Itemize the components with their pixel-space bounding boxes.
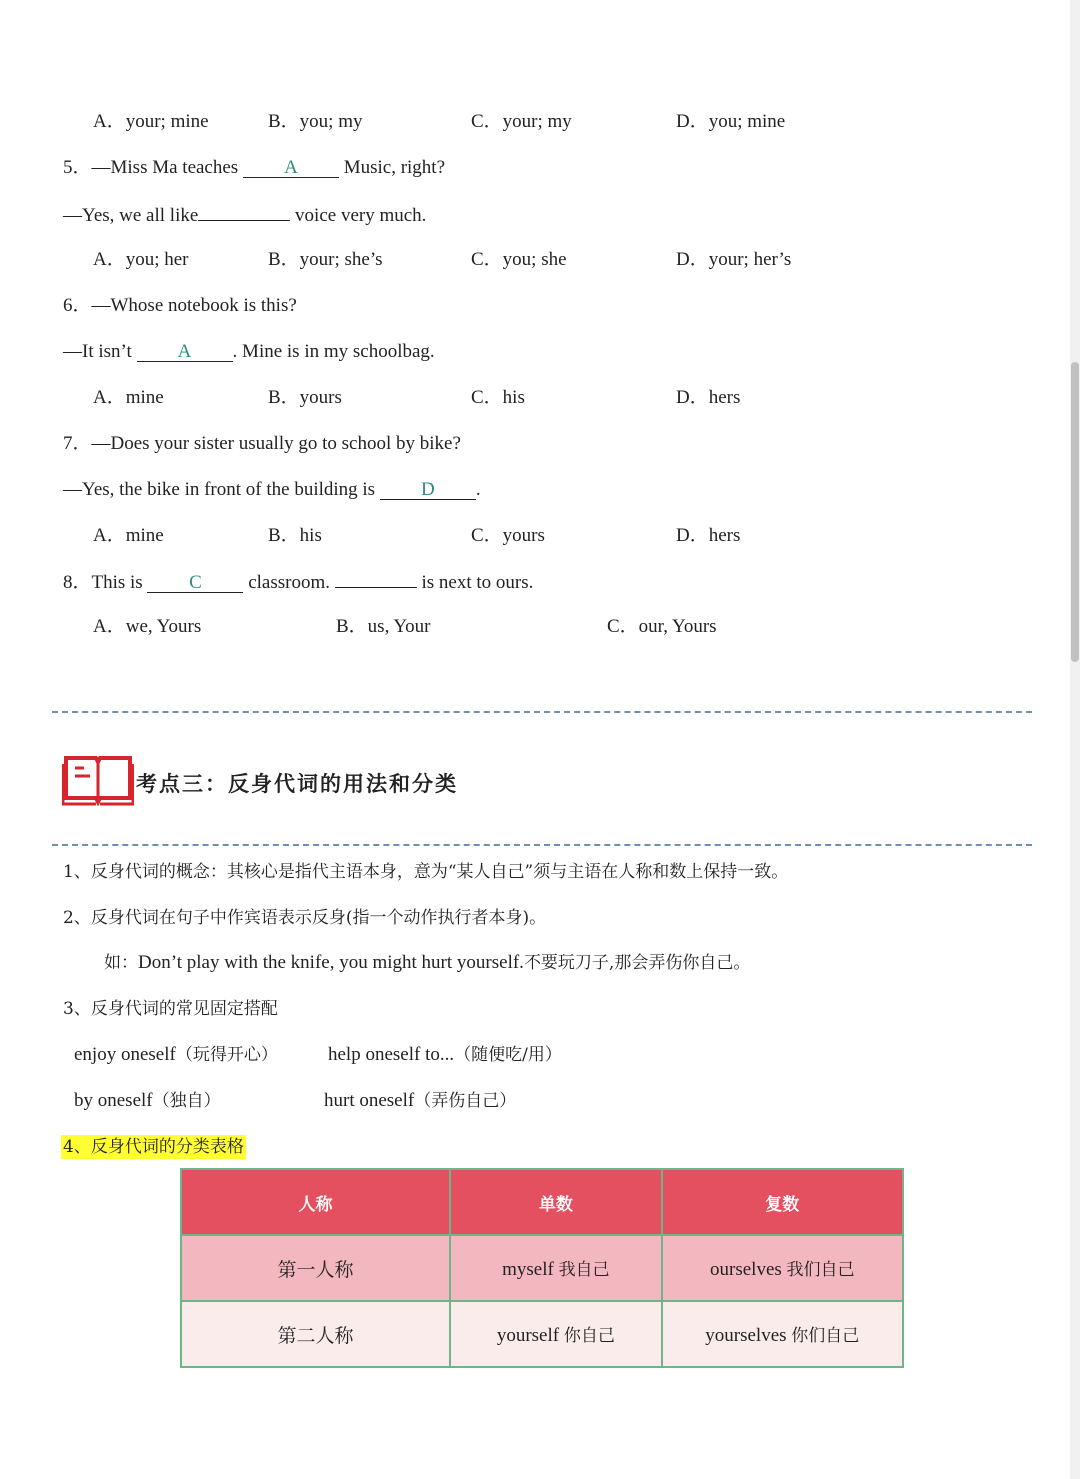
phrase-cn: （玩得开心） (175, 1045, 278, 1065)
q6-reply-pre: —It isn’t (63, 341, 137, 362)
table-row (181, 1301, 903, 1367)
phrase-en: enjoy oneself (74, 1044, 176, 1065)
point-4 (61, 1135, 246, 1159)
vertical-scrollbar[interactable] (1070, 0, 1080, 1479)
q7-reply-post: . (475, 479, 481, 500)
phrase-cn: （独自） (152, 1091, 221, 1111)
point-3: 3、反身代词的常见固定搭配 (63, 999, 278, 1019)
q5-blank-1 (243, 159, 339, 178)
q8-question (63, 569, 533, 595)
q6-option-b: B．yours (268, 387, 342, 408)
cell-person: 第二人称 (181, 1301, 450, 1367)
phrase-by-oneself (74, 1089, 221, 1113)
cell-plural (662, 1301, 903, 1367)
cell-en: yourself (496, 1325, 560, 1346)
q8-option-c: C．our, Yours (607, 616, 717, 637)
q4-option-c: C．your; my (471, 111, 572, 132)
q6-blank (137, 343, 233, 362)
table-row (181, 1235, 903, 1301)
q4-option-a: A．your; mine (93, 111, 209, 132)
q6-reply-post: . Mine is in my schoolbag. (232, 341, 435, 362)
example-en: Don’t play with the knife, you might hurt yourself. (138, 952, 524, 973)
cell-en: myself (502, 1259, 554, 1280)
q8-answer: C (189, 572, 202, 593)
table-header-row (181, 1169, 903, 1235)
q8-option-a: A．we, Yours (93, 616, 202, 637)
point-1: 1、反身代词的概念：其核心是指代主语本身，意为“某人自己”须与主语在人称和数上保持一致。 (63, 862, 789, 882)
q7-option-c: C．yours (471, 525, 545, 546)
q7-question: 7．—Does your sister usually go to school by bike? (63, 433, 461, 454)
phrase-cn: （随便吃/用） (454, 1045, 562, 1065)
divider-top (52, 711, 1032, 713)
q5-answer: A (284, 157, 298, 178)
q5-reply-pre: —Yes, we all like (63, 205, 199, 226)
q7-reply (63, 478, 481, 502)
q7-option-a: A．mine (93, 525, 164, 546)
q5-text-post: Music, right? (338, 157, 446, 178)
table-header-plural: 复数 (662, 1169, 903, 1235)
cell-singular (450, 1301, 661, 1367)
q7-option-b: B．his (268, 525, 322, 546)
q5-question (63, 156, 445, 180)
phrase-enjoy-oneself (74, 1043, 278, 1067)
q6-question: 6．—Whose notebook is this? (63, 295, 297, 316)
phrase-en: help oneself to... (328, 1044, 455, 1065)
q8-blank-2 (335, 569, 417, 588)
q5-text-pre: 5．—Miss Ma teaches (63, 157, 243, 178)
q7-blank (380, 481, 476, 500)
phrase-en: hurt oneself (324, 1090, 415, 1111)
phrase-en: by oneself (74, 1090, 153, 1111)
book-icon (62, 752, 134, 811)
q5-blank-2 (198, 202, 290, 221)
cell-plural (662, 1235, 903, 1301)
cell-singular (450, 1235, 661, 1301)
q6-option-d: D．hers (676, 387, 741, 408)
q6-option-c: C．his (471, 387, 525, 408)
section-title: 考点三：反身代词的用法和分类 (136, 771, 458, 796)
q5-option-b: B．your; she’s (268, 249, 383, 270)
q8-text-pre: 8．This is (63, 572, 148, 593)
q6-option-a: A．mine (93, 387, 164, 408)
q6-reply (63, 340, 435, 364)
table-header-person: 人称 (181, 1169, 450, 1235)
point-4-highlight: 4、反身代词的分类表格 (63, 1137, 244, 1157)
q8-text-post: is next to ours. (416, 572, 534, 593)
example-label: 如： (104, 953, 138, 973)
q5-reply-post: voice very much. (290, 205, 427, 226)
reflexive-pronoun-table (180, 1168, 904, 1368)
cell-en: yourselves (705, 1325, 787, 1346)
cell-person: 第一人称 (181, 1235, 450, 1301)
cell-cn: 我们自己 (786, 1260, 855, 1280)
scrollbar-thumb[interactable] (1071, 362, 1079, 662)
q7-answer: D (420, 479, 435, 500)
cell-cn: 你们自己 (791, 1326, 860, 1346)
q4-option-b: B．you; my (268, 111, 363, 132)
phrase-help-oneself (328, 1043, 562, 1067)
table-header-singular: 单数 (450, 1169, 661, 1235)
example-cn: 不要玩刀子,那会弄伤你自己。 (523, 953, 751, 973)
q7-reply-pre: —Yes, the bike in front of the building is (63, 479, 380, 500)
q5-option-c: C．you; she (471, 249, 567, 270)
point-2: 2、反身代词在句子中作宾语表示反身(指一个动作执行者本身)。 (63, 908, 547, 928)
q8-option-b: B．us, Your (336, 616, 431, 637)
example-sentence (104, 951, 750, 975)
divider-bottom (52, 844, 1032, 846)
cell-cn: 你自己 (563, 1326, 615, 1346)
phrase-hurt-oneself (324, 1089, 516, 1113)
q8-blank-1 (147, 574, 243, 593)
q4-option-d: D．you; mine (676, 111, 786, 132)
q5-option-d: D．your; her’s (676, 249, 792, 270)
cell-en: ourselves (710, 1259, 782, 1280)
q8-text-mid: classroom. (243, 572, 335, 593)
q7-option-d: D．hers (676, 525, 741, 546)
q5-option-a: A．you; her (93, 249, 189, 270)
phrase-cn: （弄伤自己） (414, 1091, 517, 1111)
q5-reply (63, 202, 426, 228)
cell-cn: 我自己 (558, 1260, 610, 1280)
q6-answer: A (177, 341, 192, 362)
